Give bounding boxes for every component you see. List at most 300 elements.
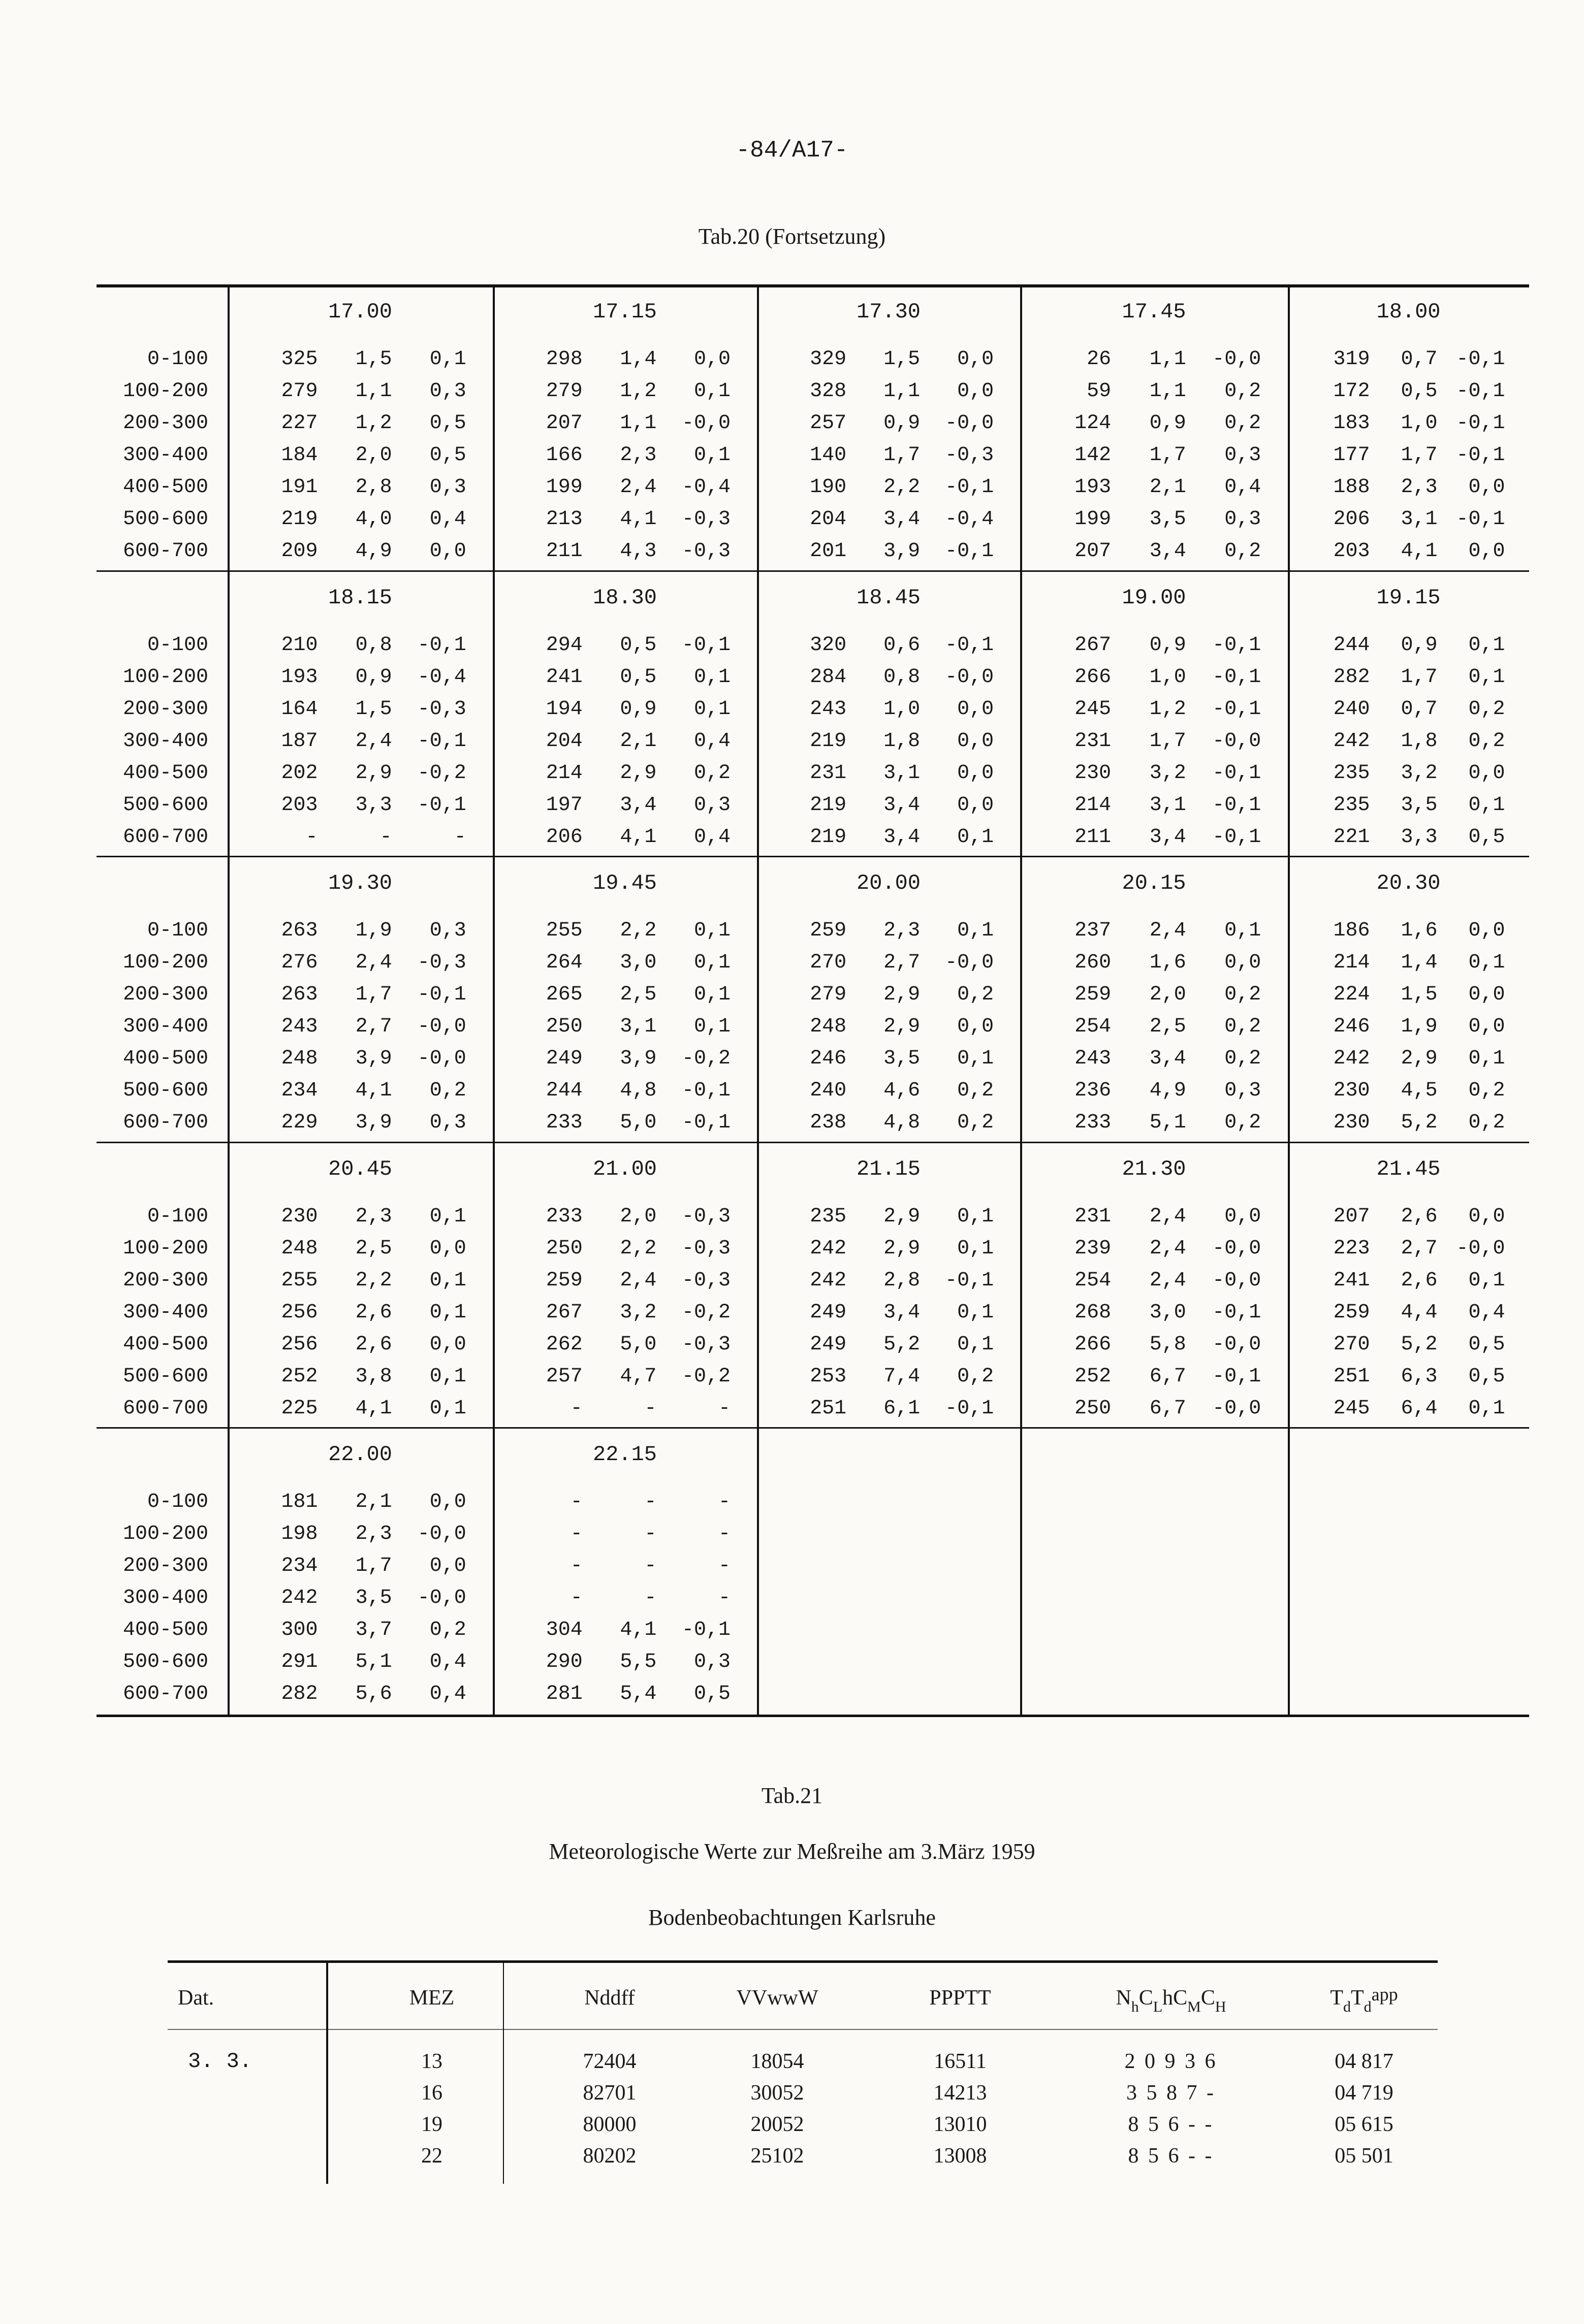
tab20-value-cell: - bbox=[644, 1555, 657, 1577]
tab20-row-label: 400-500 bbox=[122, 1333, 208, 1356]
tab20-value-cell: 3,4 bbox=[1149, 826, 1186, 849]
tab20-value-cell: 4,0 bbox=[355, 508, 392, 531]
tab20-value-cell: 279 bbox=[281, 380, 318, 403]
tab20-value-cell: 0,2 bbox=[429, 1079, 466, 1102]
tab20-value-cell: 2,4 bbox=[620, 476, 657, 499]
tab20-value-cell: 0,1 bbox=[1468, 1397, 1505, 1420]
tab20-value-cell: -0,0 bbox=[1212, 1397, 1261, 1420]
tab20-value-cell: 0,1 bbox=[693, 1015, 731, 1038]
tab20-value-cell: 3,9 bbox=[883, 540, 921, 563]
tab20-time-header: 21.30 bbox=[1122, 1157, 1186, 1181]
tab20-value-cell: 250 bbox=[546, 1237, 583, 1260]
tab20-value-cell: 0,1 bbox=[957, 1237, 994, 1260]
tab20-row-label: 500-600 bbox=[122, 1365, 208, 1388]
tab20-value-cell: 2,9 bbox=[883, 1015, 921, 1038]
tab20-value-cell: - bbox=[718, 1555, 731, 1577]
tab20-value-cell: 242 bbox=[810, 1237, 847, 1260]
tab20-value-cell: 207 bbox=[546, 412, 583, 435]
tab20-value-cell: - bbox=[570, 1523, 583, 1545]
tab20-value-cell: 249 bbox=[546, 1047, 583, 1070]
tab20-value-cell: 0,0 bbox=[957, 1015, 994, 1038]
tab20-value-cell: 214 bbox=[1333, 951, 1370, 974]
tab20-value-cell: 203 bbox=[1333, 540, 1370, 563]
tab20-value-cell: 202 bbox=[281, 762, 318, 785]
tab20-value-cell: 255 bbox=[546, 919, 583, 942]
tab20-value-cell: 2,2 bbox=[355, 1269, 392, 1292]
tab20-value-cell: 1,2 bbox=[620, 380, 657, 403]
tab20-value-cell: 4,9 bbox=[355, 540, 392, 563]
tab20-value-cell: 4,4 bbox=[1401, 1301, 1438, 1324]
tab20-value-cell: 1,0 bbox=[883, 698, 921, 721]
tab20-time-header: 18.30 bbox=[592, 586, 657, 610]
tab20-value-cell: - bbox=[570, 1555, 583, 1577]
tab20-value-cell: 235 bbox=[1333, 794, 1370, 817]
tab20-time-header: 20.15 bbox=[1122, 871, 1186, 895]
tab20-value-cell: 252 bbox=[1074, 1365, 1112, 1388]
tab20-value-cell: 2,5 bbox=[1149, 1015, 1186, 1038]
tab20-value-cell: - bbox=[570, 1491, 583, 1513]
tab21-cell-vvwww: 20052 bbox=[750, 2113, 804, 2136]
tab20-time-header: 21.15 bbox=[856, 1157, 921, 1181]
tab20-row-label: 100-200 bbox=[122, 1237, 208, 1260]
tab20-time-header: 17.00 bbox=[328, 300, 393, 324]
tab20-value-cell: 0,1 bbox=[429, 1269, 466, 1292]
tab20-value-cell: 238 bbox=[810, 1111, 847, 1134]
tab21-header-ppptt: PPPTT bbox=[929, 1986, 991, 2010]
tab20-value-cell: 199 bbox=[546, 476, 583, 499]
tab20-value-cell: 256 bbox=[281, 1333, 318, 1356]
tab20-value-cell: 0,1 bbox=[693, 951, 731, 974]
tab20-row-label: 600-700 bbox=[122, 1397, 208, 1420]
tab20-row-label: 400-500 bbox=[122, 1619, 208, 1641]
tab20-value-cell: 298 bbox=[546, 348, 583, 371]
tab20-value-cell: 0,1 bbox=[1468, 666, 1505, 689]
tab20-value-cell: 2,4 bbox=[1149, 1205, 1186, 1228]
tab20-value-cell: 1,8 bbox=[1401, 730, 1438, 753]
tab20-value-cell: -0,4 bbox=[945, 508, 994, 531]
tab20-value-cell: 0,1 bbox=[957, 1047, 994, 1070]
tab20-value-cell: 3,4 bbox=[883, 508, 921, 531]
tab20-value-cell: 164 bbox=[281, 698, 318, 721]
tab20-value-cell: 2,3 bbox=[1401, 476, 1438, 499]
tab20-value-cell: -0,0 bbox=[417, 1015, 466, 1038]
tab20-value-cell: 0,2 bbox=[1468, 1111, 1505, 1134]
tab20-value-cell: 282 bbox=[281, 1683, 318, 1705]
tab20-value-cell: 206 bbox=[546, 826, 583, 849]
tab20-value-cell: 240 bbox=[1333, 698, 1370, 721]
tab20-value-cell: 251 bbox=[1333, 1365, 1370, 1388]
tab20-value-cell: 265 bbox=[546, 983, 583, 1006]
tab20-value-cell: 188 bbox=[1333, 476, 1370, 499]
tab20-value-cell: 2,8 bbox=[883, 1269, 921, 1292]
tab20-value-cell: -0,1 bbox=[945, 1269, 994, 1292]
tab20-value-cell: 214 bbox=[546, 762, 583, 785]
tab20-value-cell: -0,0 bbox=[1212, 348, 1261, 371]
tab21-cell-temp: 05 615 bbox=[1335, 2113, 1393, 2136]
tab20-value-cell: 0,9 bbox=[1149, 634, 1186, 657]
tab20-value-cell: - bbox=[454, 826, 466, 849]
tab20-value-cell: -0,0 bbox=[417, 1047, 466, 1070]
tab20-row-label: 100-200 bbox=[122, 1523, 208, 1545]
tab20-value-cell: 281 bbox=[546, 1683, 583, 1705]
tab20-value-cell: 187 bbox=[281, 730, 318, 753]
tab20-value-cell: 1,7 bbox=[355, 1555, 392, 1577]
tab20-value-cell: 319 bbox=[1333, 348, 1370, 371]
tab20-value-cell: 1,5 bbox=[355, 348, 392, 371]
tab20-value-cell: - bbox=[718, 1523, 731, 1545]
tab20-value-cell: 0,2 bbox=[957, 1111, 994, 1134]
tab20-time-header: 22.15 bbox=[592, 1442, 657, 1467]
tab20-value-cell: 186 bbox=[1333, 919, 1370, 942]
tab20-value-cell: 0,1 bbox=[957, 919, 994, 942]
tab20-value-cell: 0,0 bbox=[957, 794, 994, 817]
tab20-value-cell: -0,3 bbox=[681, 1269, 731, 1292]
tab20-value-cell: 0,3 bbox=[693, 794, 731, 817]
tab20-value-cell: 0,0 bbox=[693, 348, 731, 371]
tab20-row-label: 300-400 bbox=[122, 730, 208, 753]
tab20-value-cell: -0,1 bbox=[681, 634, 731, 657]
tab20-value-cell: 1,8 bbox=[883, 730, 921, 753]
tab20-value-cell: 263 bbox=[281, 983, 318, 1006]
tab20-value-cell: 0,8 bbox=[355, 634, 392, 657]
tab20-value-cell: 0,3 bbox=[429, 476, 466, 499]
tab20-value-cell: 211 bbox=[1074, 826, 1112, 849]
tab20-value-cell: - bbox=[718, 1397, 731, 1420]
tab20-value-cell: 279 bbox=[810, 983, 847, 1006]
tab21-cell-nddff: 80000 bbox=[583, 2113, 637, 2136]
tab20-value-cell: -0,1 bbox=[417, 794, 466, 817]
tab20-value-cell: 0,1 bbox=[1468, 1047, 1505, 1070]
tab20-value-cell: 5,1 bbox=[355, 1651, 392, 1673]
tab20-value-cell: -0,4 bbox=[417, 666, 466, 689]
tab20-time-header: 19.15 bbox=[1376, 586, 1441, 610]
tab20-value-cell: 6,3 bbox=[1401, 1365, 1438, 1388]
tab20-value-cell: 0,5 bbox=[1468, 1333, 1505, 1356]
tab20-value-cell: 284 bbox=[810, 666, 847, 689]
tab20-value-cell: 166 bbox=[546, 444, 583, 467]
tab20-value-cell: 233 bbox=[546, 1205, 583, 1228]
tab21-header-clouds: $N_hC_LhC_MC_H$ bbox=[1116, 1986, 1226, 2015]
tab20-value-cell: - bbox=[644, 1397, 657, 1420]
tab20-value-cell: 320 bbox=[810, 634, 847, 657]
tab20-value-cell: 1,5 bbox=[883, 348, 921, 371]
tab21-cell-ppptt: 13008 bbox=[933, 2144, 987, 2168]
tab20-value-cell: 0,0 bbox=[957, 762, 994, 785]
tab20-value-cell: -0,0 bbox=[1212, 730, 1261, 753]
tab20-row-label: 400-500 bbox=[122, 476, 208, 499]
tab20-value-cell: 257 bbox=[810, 412, 847, 435]
tab20-value-cell: 0,2 bbox=[1224, 380, 1261, 403]
tab20-bottom-rule bbox=[97, 1715, 1529, 1717]
tab20-value-cell: -0,1 bbox=[1212, 1365, 1261, 1388]
tab20-value-cell: -0,1 bbox=[1456, 348, 1505, 371]
tab20-value-cell: 243 bbox=[810, 698, 847, 721]
tab20-value-cell: 5,2 bbox=[1401, 1333, 1438, 1356]
tab20-value-cell: 0,0 bbox=[1468, 1205, 1505, 1228]
tab20-value-cell: 300 bbox=[281, 1619, 318, 1641]
tab20-time-header: 19.30 bbox=[328, 871, 393, 895]
tab20-value-cell: 1,7 bbox=[1401, 666, 1438, 689]
tab20-value-cell: 0,8 bbox=[883, 666, 921, 689]
tab20-value-cell: 249 bbox=[810, 1333, 847, 1356]
tab20-value-cell: -0,1 bbox=[1456, 444, 1505, 467]
tab20-value-cell: 246 bbox=[1333, 1015, 1370, 1038]
tab20-value-cell: 0,2 bbox=[1224, 540, 1261, 563]
tab20-value-cell: 0,4 bbox=[1224, 476, 1261, 499]
tab20-value-cell: 236 bbox=[1074, 1079, 1112, 1102]
tab20-value-cell: 250 bbox=[1074, 1397, 1112, 1420]
tab20-value-cell: 1,0 bbox=[1149, 666, 1186, 689]
tab20-value-cell: 0,0 bbox=[429, 1333, 466, 1356]
tab20-value-cell: 279 bbox=[546, 380, 583, 403]
tab20-value-cell: -0,0 bbox=[945, 666, 994, 689]
tab20-value-cell: 2,1 bbox=[355, 1491, 392, 1513]
tab20-value-cell: 2,5 bbox=[355, 1237, 392, 1260]
tab20-value-cell: 259 bbox=[1333, 1301, 1370, 1324]
tab20-value-cell: 267 bbox=[546, 1301, 583, 1324]
tab21-cell-ppptt: 16511 bbox=[934, 2050, 987, 2073]
tab20-value-cell: 0,5 bbox=[620, 666, 657, 689]
tab20-value-cell: -0,0 bbox=[417, 1523, 466, 1545]
tab20-value-cell: -0,1 bbox=[1456, 508, 1505, 531]
tab20-value-cell: 242 bbox=[281, 1587, 318, 1609]
tab20-value-cell: -0,2 bbox=[681, 1047, 731, 1070]
tab20-value-cell: - bbox=[379, 826, 392, 849]
tab20-value-cell: 2,4 bbox=[1149, 1269, 1186, 1292]
tab20-value-cell: 1,4 bbox=[1401, 951, 1438, 974]
tab20-value-cell: 5,4 bbox=[620, 1683, 657, 1705]
tab20-value-cell: 207 bbox=[1333, 1205, 1370, 1228]
tab20-value-cell: 0,9 bbox=[1401, 634, 1438, 657]
tab20-value-cell: 6,7 bbox=[1149, 1397, 1186, 1420]
tab20-value-cell: 0,2 bbox=[429, 1619, 466, 1641]
tab20-value-cell: 0,5 bbox=[429, 412, 466, 435]
tab20-value-cell: 0,0 bbox=[1468, 919, 1505, 942]
tab20-value-cell: 3,4 bbox=[883, 1301, 921, 1324]
tab20-value-cell: 291 bbox=[281, 1651, 318, 1673]
tab20-value-cell: 2,6 bbox=[355, 1301, 392, 1324]
tab20-value-cell: 2,9 bbox=[883, 983, 921, 1006]
tab21-cell-nddff: 72404 bbox=[583, 2050, 637, 2073]
tab21-divider-1 bbox=[326, 1960, 328, 2184]
tab20-value-cell: 4,1 bbox=[355, 1397, 392, 1420]
tab20-value-cell: -0,3 bbox=[681, 1237, 731, 1260]
tab20-value-cell: -0,3 bbox=[417, 951, 466, 974]
tab20-value-cell: 219 bbox=[810, 794, 847, 817]
tab20-value-cell: 0,1 bbox=[693, 444, 731, 467]
tab20-value-cell: 211 bbox=[546, 540, 583, 563]
tab20-value-cell: 0,1 bbox=[429, 1397, 466, 1420]
tab20-value-cell: 241 bbox=[546, 666, 583, 689]
tab20-value-cell: 0,2 bbox=[693, 762, 731, 785]
tab21-cell-mez: 16 bbox=[421, 2081, 442, 2105]
tab20-block-rule bbox=[97, 856, 1529, 857]
tab20-value-cell: 2,7 bbox=[883, 951, 921, 974]
tab20-row-label: 600-700 bbox=[122, 1683, 208, 1705]
tab20-value-cell: 259 bbox=[1074, 983, 1112, 1006]
tab20-value-cell: 0,1 bbox=[693, 919, 731, 942]
tab20-value-cell: 252 bbox=[281, 1365, 318, 1388]
tab20-value-cell: 290 bbox=[546, 1651, 583, 1673]
tab20-value-cell: -0,1 bbox=[1212, 698, 1261, 721]
tab20-value-cell: 0,1 bbox=[429, 1365, 466, 1388]
tab20-value-cell: 4,6 bbox=[883, 1079, 921, 1102]
tab20-value-cell: 1,2 bbox=[355, 412, 392, 435]
tab20-value-cell: 0,5 bbox=[1468, 826, 1505, 849]
tab20-row-label: 500-600 bbox=[122, 1651, 208, 1673]
tab20-value-cell: 193 bbox=[281, 666, 318, 689]
tab20-value-cell: -0,0 bbox=[1456, 1237, 1505, 1260]
tab20-time-header: 18.15 bbox=[328, 586, 393, 610]
tab20-time-header: 17.30 bbox=[856, 300, 921, 324]
tab20-row-label: 200-300 bbox=[122, 698, 208, 721]
tab20-row-label: 200-300 bbox=[122, 1269, 208, 1292]
tab20-value-cell: 0,2 bbox=[957, 1079, 994, 1102]
tab20-value-cell: 254 bbox=[1074, 1015, 1112, 1038]
tab20-value-cell: 0,2 bbox=[1468, 730, 1505, 753]
tab20-value-cell: 210 bbox=[281, 634, 318, 657]
tab20-value-cell: -0,0 bbox=[417, 1587, 466, 1609]
tab20-value-cell: 1,1 bbox=[355, 380, 392, 403]
tab21-cell-clouds: 2 0 9 3 6 bbox=[1124, 2050, 1218, 2073]
tab20-value-cell: 245 bbox=[1333, 1397, 1370, 1420]
tab20-value-cell: 219 bbox=[810, 826, 847, 849]
tab20-row-label: 500-600 bbox=[122, 794, 208, 817]
tab20-value-cell: 181 bbox=[281, 1491, 318, 1513]
tab20-value-cell: 0,4 bbox=[429, 508, 466, 531]
tab20-value-cell: -0,0 bbox=[1212, 1333, 1261, 1356]
tab21-cell-temp: 04 719 bbox=[1335, 2081, 1393, 2105]
tab20-value-cell: 214 bbox=[1074, 794, 1112, 817]
tab20-value-cell: 259 bbox=[546, 1269, 583, 1292]
tab20-value-cell: 231 bbox=[1074, 730, 1112, 753]
tab21-header-temp: $T_dT_dapp$ bbox=[1330, 1984, 1398, 2015]
tab20-row-label: 300-400 bbox=[122, 444, 208, 467]
tab20-value-cell: 207 bbox=[1074, 540, 1112, 563]
tab20-caption: Tab.20 (Fortsetzung) bbox=[698, 224, 886, 249]
tab20-time-header: 18.00 bbox=[1376, 300, 1441, 324]
tab20-value-cell: 3,2 bbox=[1149, 762, 1186, 785]
tab20-value-cell: -0,1 bbox=[681, 1111, 731, 1134]
tab20-value-cell: 259 bbox=[810, 919, 847, 942]
tab20-value-cell: -0,0 bbox=[1212, 1237, 1261, 1260]
tab20-value-cell: 26 bbox=[1087, 348, 1112, 371]
tab20-value-cell: 266 bbox=[1074, 666, 1112, 689]
tab20-row-label: 400-500 bbox=[122, 1047, 208, 1070]
tab20-time-header: 19.00 bbox=[1122, 586, 1186, 610]
tab20-value-cell: 243 bbox=[281, 1015, 318, 1038]
tab20-value-cell: - bbox=[570, 1397, 583, 1420]
tab20-value-cell: -0,1 bbox=[417, 983, 466, 1006]
tab20-time-header: 21.45 bbox=[1376, 1157, 1441, 1181]
tab20-value-cell: 0,3 bbox=[429, 919, 466, 942]
tab20-value-cell: -0,1 bbox=[417, 730, 466, 753]
tab20-value-cell: 235 bbox=[1333, 762, 1370, 785]
tab20-value-cell: 270 bbox=[810, 951, 847, 974]
tab20-value-cell: 0,4 bbox=[1468, 1301, 1505, 1324]
tab20-value-cell: -0,1 bbox=[417, 634, 466, 657]
tab20-value-cell: 4,3 bbox=[620, 540, 657, 563]
tab20-value-cell: 2,7 bbox=[355, 1015, 392, 1038]
tab20-value-cell: 0,1 bbox=[1468, 1269, 1505, 1292]
tab20-value-cell: 2,1 bbox=[1149, 476, 1186, 499]
tab20-row-label: 300-400 bbox=[122, 1015, 208, 1038]
tab21-header-rule bbox=[168, 2029, 1438, 2030]
tab20-value-cell: 255 bbox=[281, 1269, 318, 1292]
tab20-value-cell: 248 bbox=[281, 1047, 318, 1070]
tab20-value-cell: -0,1 bbox=[1212, 794, 1261, 817]
tab20-value-cell: 2,0 bbox=[1149, 983, 1186, 1006]
tab20-value-cell: 0,0 bbox=[1468, 540, 1505, 563]
tab20-value-cell: 5,0 bbox=[620, 1333, 657, 1356]
tab20-value-cell: 7,4 bbox=[883, 1365, 921, 1388]
tab20-value-cell: 0,2 bbox=[1224, 412, 1261, 435]
tab20-value-cell: 242 bbox=[1333, 730, 1370, 753]
tab20-value-cell: 6,4 bbox=[1401, 1397, 1438, 1420]
tab20-value-cell: 0,9 bbox=[883, 412, 921, 435]
tab20-value-cell: 0,2 bbox=[1224, 1047, 1261, 1070]
tab20-value-cell: 237 bbox=[1074, 919, 1112, 942]
tab21-cell-temp: 04 817 bbox=[1335, 2050, 1393, 2073]
tab20-value-cell: - bbox=[644, 1587, 657, 1609]
tab20-value-cell: 1,9 bbox=[1401, 1015, 1438, 1038]
tab20-value-cell: 3,8 bbox=[355, 1365, 392, 1388]
tab20-value-cell: 2,9 bbox=[620, 762, 657, 785]
tab20-value-cell: 254 bbox=[1074, 1269, 1112, 1292]
tab20-value-cell: 5,0 bbox=[620, 1111, 657, 1134]
tab20-value-cell: 1,4 bbox=[620, 348, 657, 371]
tab20-value-cell: -0,0 bbox=[945, 951, 994, 974]
tab20-value-cell: 0,1 bbox=[429, 1205, 466, 1228]
tab21-cell-mez: 19 bbox=[421, 2113, 442, 2136]
tab20-value-cell: 0,1 bbox=[957, 826, 994, 849]
tab20-value-cell: 294 bbox=[546, 634, 583, 657]
tab20-value-cell: -0,3 bbox=[681, 1333, 731, 1356]
tab20-value-cell: -0,1 bbox=[1212, 634, 1261, 657]
tab20-value-cell: 199 bbox=[1074, 508, 1112, 531]
tab20-row-label: 100-200 bbox=[122, 666, 208, 689]
tab20-value-cell: 4,8 bbox=[620, 1079, 657, 1102]
tab20-value-cell: 3,1 bbox=[1401, 508, 1438, 531]
tab20-row-label: 500-600 bbox=[122, 1079, 208, 1102]
tab20-value-cell: 3,3 bbox=[355, 794, 392, 817]
tab21-subtitle: Bodenbeobachtungen Karlsruhe bbox=[648, 1905, 936, 1930]
tab20-row-label: 400-500 bbox=[122, 762, 208, 785]
tab20-value-cell: 0,1 bbox=[693, 983, 731, 1006]
tab20-value-cell: 1,6 bbox=[1401, 919, 1438, 942]
tab20-value-cell: - bbox=[718, 1491, 731, 1513]
tab20-row-label: 500-600 bbox=[122, 508, 208, 531]
tab20-value-cell: 201 bbox=[810, 540, 847, 563]
tab20-value-cell: - bbox=[644, 1491, 657, 1513]
tab20-value-cell: 2,9 bbox=[1401, 1047, 1438, 1070]
tab20-value-cell: 230 bbox=[1333, 1111, 1370, 1134]
tab20-value-cell: 0,1 bbox=[693, 380, 731, 403]
tab20-value-cell: 3,7 bbox=[355, 1619, 392, 1641]
tab20-value-cell: 0,3 bbox=[1224, 444, 1261, 467]
tab21-table bbox=[168, 1960, 1438, 2184]
tab20-value-cell: 140 bbox=[810, 444, 847, 467]
tab20-value-cell: 248 bbox=[810, 1015, 847, 1038]
tab20-value-cell: 3,9 bbox=[355, 1047, 392, 1070]
tab20-value-cell: -0,2 bbox=[417, 762, 466, 785]
tab20-value-cell: 3,0 bbox=[620, 951, 657, 974]
tab20-value-cell: 3,5 bbox=[1149, 508, 1186, 531]
tab20-value-cell: 2,9 bbox=[355, 762, 392, 785]
tab20-time-header: 20.30 bbox=[1376, 871, 1441, 895]
tab20-value-cell: 270 bbox=[1333, 1333, 1370, 1356]
tab20-value-cell: 0,1 bbox=[1468, 794, 1505, 817]
